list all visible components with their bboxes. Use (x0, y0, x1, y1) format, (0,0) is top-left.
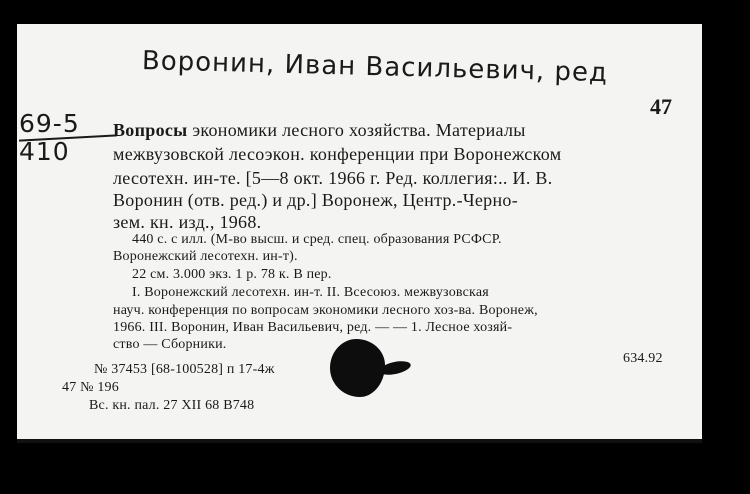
call-number-bottom: 410 (19, 137, 70, 166)
call-number-top: 69-5 (19, 109, 80, 138)
handwritten-author-header: Воронин, Иван Васильевич, ред (141, 46, 609, 89)
title-line: зем. кн. изд., 1968. (113, 212, 262, 232)
description-line: науч. конференция по вопросам экономики лесного хоз-ва. Воронеж, (113, 303, 538, 318)
description-line: 22 см. 3.000 экз. 1 р. 78 к. В пер. (132, 267, 332, 282)
title-line: лесотехн. ин-те. [5—8 окт. 1966 г. Ред. коллегия:.. И. В. (113, 168, 553, 188)
footer-registration: № 37453 [68-100528] п 17-4ж (94, 362, 275, 377)
footer-chamber-stamp: Вс. кн. пал. 27 XII 68 В748 (89, 398, 255, 413)
title-line-text: экономики лесного хозяйства. Материалы (187, 120, 526, 140)
description-line: 1966. III. Воронин, Иван Васильевич, ред. — — 1. Лесное хозяй- (113, 320, 513, 335)
ink-blot (330, 339, 385, 397)
title-line: межвузовской лесоэкон. конференции при Воронежском (113, 144, 562, 164)
description-line: 440 с. с илл. (М-во высш. и сред. спец. образования РСФСР. (132, 232, 502, 247)
footer-classification: 634.92 (623, 351, 663, 366)
description-line: I. Воронежский лесотехн. ин-т. II. Всесоюз. межвузовская (132, 285, 489, 300)
title-line (113, 120, 526, 141)
description-line: ство — Сборники. (113, 337, 227, 352)
title-line: Воронин (отв. ред.) и др.] Воронеж, Центр.-Черно- (113, 190, 518, 210)
entry-number: 47 (650, 94, 672, 119)
title-first-word: Вопросы (113, 120, 188, 140)
catalog-card (17, 24, 702, 439)
description-line: Воронежский лесотехн. ин-т). (113, 249, 298, 264)
footer-number: 47 № 196 (62, 380, 119, 395)
